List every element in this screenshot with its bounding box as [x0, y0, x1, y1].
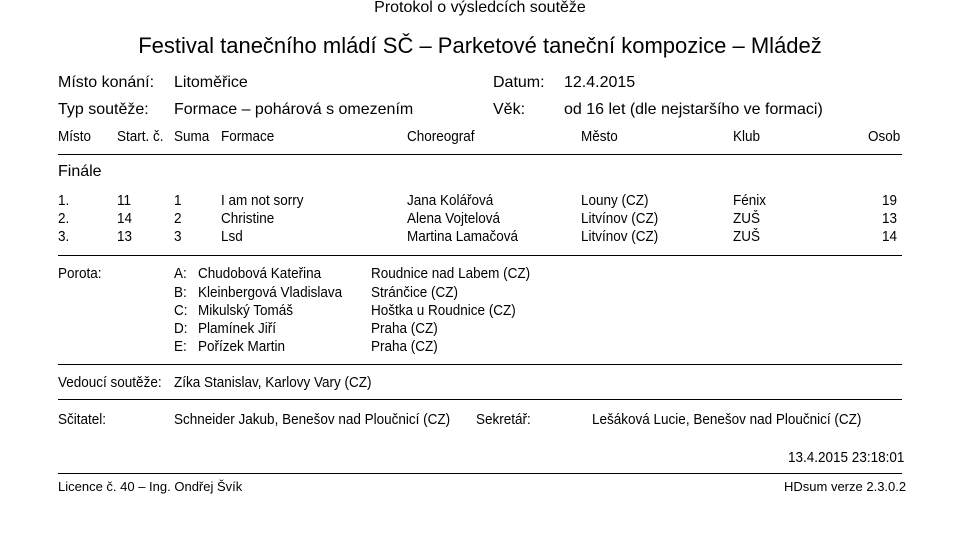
- col-formation: Formace: [221, 128, 275, 145]
- result-persons: 19: [882, 192, 898, 209]
- divider: [58, 399, 902, 400]
- version: HDsum verze 2.3.0.2: [784, 479, 907, 494]
- result-choreographer: Alena Vojtelová: [407, 210, 501, 227]
- divider: [58, 255, 902, 256]
- result-sum: 1: [174, 192, 182, 209]
- result-persons: 14: [882, 228, 898, 245]
- jury-name: Mikulský Tomáš: [198, 302, 294, 319]
- doc-title: Protokol o výsledcích soutěže: [374, 0, 586, 16]
- event-title: Festival tanečního mládí SČ – Parketové taneční kompozice – Mládež: [138, 33, 822, 58]
- jury-city: Stránčice (CZ): [371, 284, 459, 301]
- result-start: 14: [117, 210, 133, 227]
- jury-letter: B:: [174, 284, 187, 301]
- col-club: Klub: [733, 128, 761, 145]
- supervisor-value: Zíka Stanislav, Karlovy Vary (CZ): [174, 374, 372, 391]
- venue-value: Litoměřice: [174, 74, 248, 91]
- jury-city: Roudnice nad Labem (CZ): [371, 265, 531, 282]
- secretary-value: Lešáková Lucie, Benešov nad Ploučnicí (CZ): [592, 411, 862, 428]
- result-sum: 3: [174, 228, 182, 245]
- divider: [58, 364, 902, 365]
- round-label: Finále: [58, 163, 102, 180]
- col-city: Město: [581, 128, 618, 145]
- result-formation: I am not sorry: [221, 192, 304, 209]
- counter-value: Schneider Jakub, Benešov nad Ploučnicí (CZ): [174, 411, 451, 428]
- jury-name: Chudobová Kateřina: [198, 265, 322, 282]
- license: Licence č. 40 – Ing. Ondřej Švík: [58, 479, 243, 494]
- jury-name: Plamínek Jiří: [198, 320, 277, 337]
- result-club: ZUŠ: [733, 228, 760, 245]
- col-sum: Suma: [174, 128, 210, 145]
- type-label: Typ soutěže:: [58, 101, 149, 118]
- jury-letter: D:: [174, 320, 188, 337]
- result-place: 2.: [58, 210, 70, 227]
- jury-letter: A:: [174, 265, 187, 282]
- result-club: Fénix: [733, 192, 767, 209]
- result-city: Louny (CZ): [581, 192, 649, 209]
- jury-city: Hoštka u Roudnice (CZ): [371, 302, 516, 319]
- divider: [58, 473, 902, 474]
- supervisor-label: Vedoucí soutěže:: [58, 374, 162, 391]
- date-label: Datum:: [493, 74, 545, 91]
- result-sum: 2: [174, 210, 182, 227]
- result-choreographer: Jana Kolářová: [407, 192, 494, 209]
- jury-letter: C:: [174, 302, 188, 319]
- jury-city: Praha (CZ): [371, 338, 438, 355]
- result-city: Litvínov (CZ): [581, 228, 659, 245]
- jury-label: Porota:: [58, 265, 102, 282]
- col-choreographer: Choreograf: [407, 128, 475, 145]
- age-label: Věk:: [493, 101, 526, 118]
- timestamp: 13.4.2015 23:18:01: [788, 449, 905, 466]
- age-value: od 16 let (dle nejstaršího ve formaci): [564, 101, 823, 118]
- secretary-label: Sekretář:: [476, 411, 531, 428]
- col-start: Start. č.: [117, 128, 164, 145]
- result-club: ZUŠ: [733, 210, 760, 227]
- jury-name: Pořízek Martin: [198, 338, 286, 355]
- jury-letter: E:: [174, 338, 187, 355]
- divider: [58, 154, 902, 155]
- col-place: Místo: [58, 128, 92, 145]
- counter-label: Sčitatel:: [58, 411, 107, 428]
- jury-name: Kleinbergová Vladislava: [198, 284, 343, 301]
- result-start: 13: [117, 228, 133, 245]
- type-value: Formace – pohárová s omezením: [174, 101, 414, 118]
- date-value: 12.4.2015: [564, 74, 636, 91]
- result-formation: Christine: [221, 210, 275, 227]
- result-choreographer: Martina Lamačová: [407, 228, 519, 245]
- result-formation: Lsd: [221, 228, 243, 245]
- result-city: Litvínov (CZ): [581, 210, 659, 227]
- result-start: 11: [117, 192, 132, 209]
- result-place: 1.: [58, 192, 70, 209]
- col-persons: Osob: [868, 128, 901, 145]
- result-persons: 13: [882, 210, 898, 227]
- jury-city: Praha (CZ): [371, 320, 438, 337]
- result-place: 3.: [58, 228, 70, 245]
- venue-label: Místo konání:: [58, 74, 155, 91]
